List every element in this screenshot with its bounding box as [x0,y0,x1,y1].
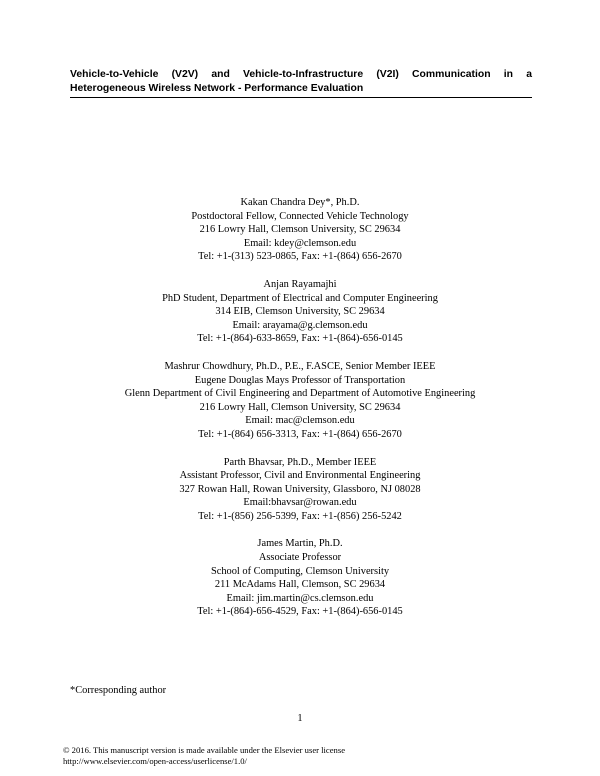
license-url: http://www.elsevier.com/open-access/userlicense/1.0/ [63,756,247,766]
author-block [0,196,600,264]
author-address: 314 EIB, Clemson University, SC 29634 [215,306,385,318]
license-footer [63,745,345,767]
author-block [0,537,600,619]
author-address: 216 Lowry Hall, Clemson University, SC 29634 [199,401,401,413]
author-phone: Tel: +1-(864)-656-4529, Fax: +1-(864)-656-0145 [197,606,403,618]
author-address: 327 Rowan Hall, Rowan University, Glassboro, NJ 08028 [179,483,421,495]
title-line-2: Heterogeneous Wireless Network - Performance Evaluation [70,82,364,94]
author-affiliation: PhD Student, Department of Electrical and Computer Engineering [162,292,438,304]
author-phone: Tel: +1-(864) 656-3313, Fax: +1-(864) 656-2670 [198,428,402,440]
corresponding-author-note: *Corresponding author [70,685,167,696]
license-text: © 2016. This manuscript version is made available under the Elsevier user license [63,745,346,755]
author-email: Email: jim.martin@cs.clemson.edu [226,592,374,604]
author-block [0,456,600,524]
author-name: Anjan Rayamajhi [263,278,337,290]
author-block [0,360,600,442]
author-name: Parth Bhavsar, Ph.D., Member IEEE [223,456,377,468]
author-title: Associate Professor [258,552,342,564]
author-name: Mashrur Chowdhury, Ph.D., P.E., F.ASCE, Senior Member IEEE [164,360,436,372]
author-name: Kakan Chandra Dey*, Ph.D. [240,197,360,208]
author-phone: Tel: +1-(856) 256-5399, Fax: +1-(856) 256-5242 [198,510,402,522]
author-affiliation: Glenn Department of Civil Engineering and Department of Automotive Engineering [124,388,476,400]
author-email: Email: kdey@clemson.edu [243,237,357,249]
author-email: Email: arayama@g.clemson.edu [232,319,368,331]
author-title: Eugene Douglas Mays Professor of Transportation [194,374,406,386]
author-affiliation: School of Computing, Clemson University [210,565,390,577]
author-name: James Martin, Ph.D. [257,538,343,550]
author-email: Email:bhavsar@rowan.edu [243,497,357,509]
author-phone: Tel: +1-(313) 523-0865, Fax: +1-(864) 656-2670 [198,251,402,263]
author-address: 211 McAdams Hall, Clemson, SC 29634 [214,579,386,591]
author-list [0,196,600,633]
author-affiliation: Postdoctoral Fellow, Connected Vehicle Technology [191,210,409,222]
title-line-1: Vehicle-to-Vehicle (V2V) and Vehicle-to-Infrastructure (V2I) Communication in a [70,69,532,80]
author-email: Email: mac@clemson.edu [245,415,355,427]
page-number: 1 [297,713,303,724]
author-block [0,278,600,346]
paper-title [70,68,532,98]
author-phone: Tel: +1-(864)-633-8659, Fax: +1-(864)-656-0145 [197,333,403,345]
author-address: 216 Lowry Hall, Clemson University, SC 29634 [199,224,401,236]
author-affiliation: Assistant Professor, Civil and Environmental Engineering [179,470,421,482]
